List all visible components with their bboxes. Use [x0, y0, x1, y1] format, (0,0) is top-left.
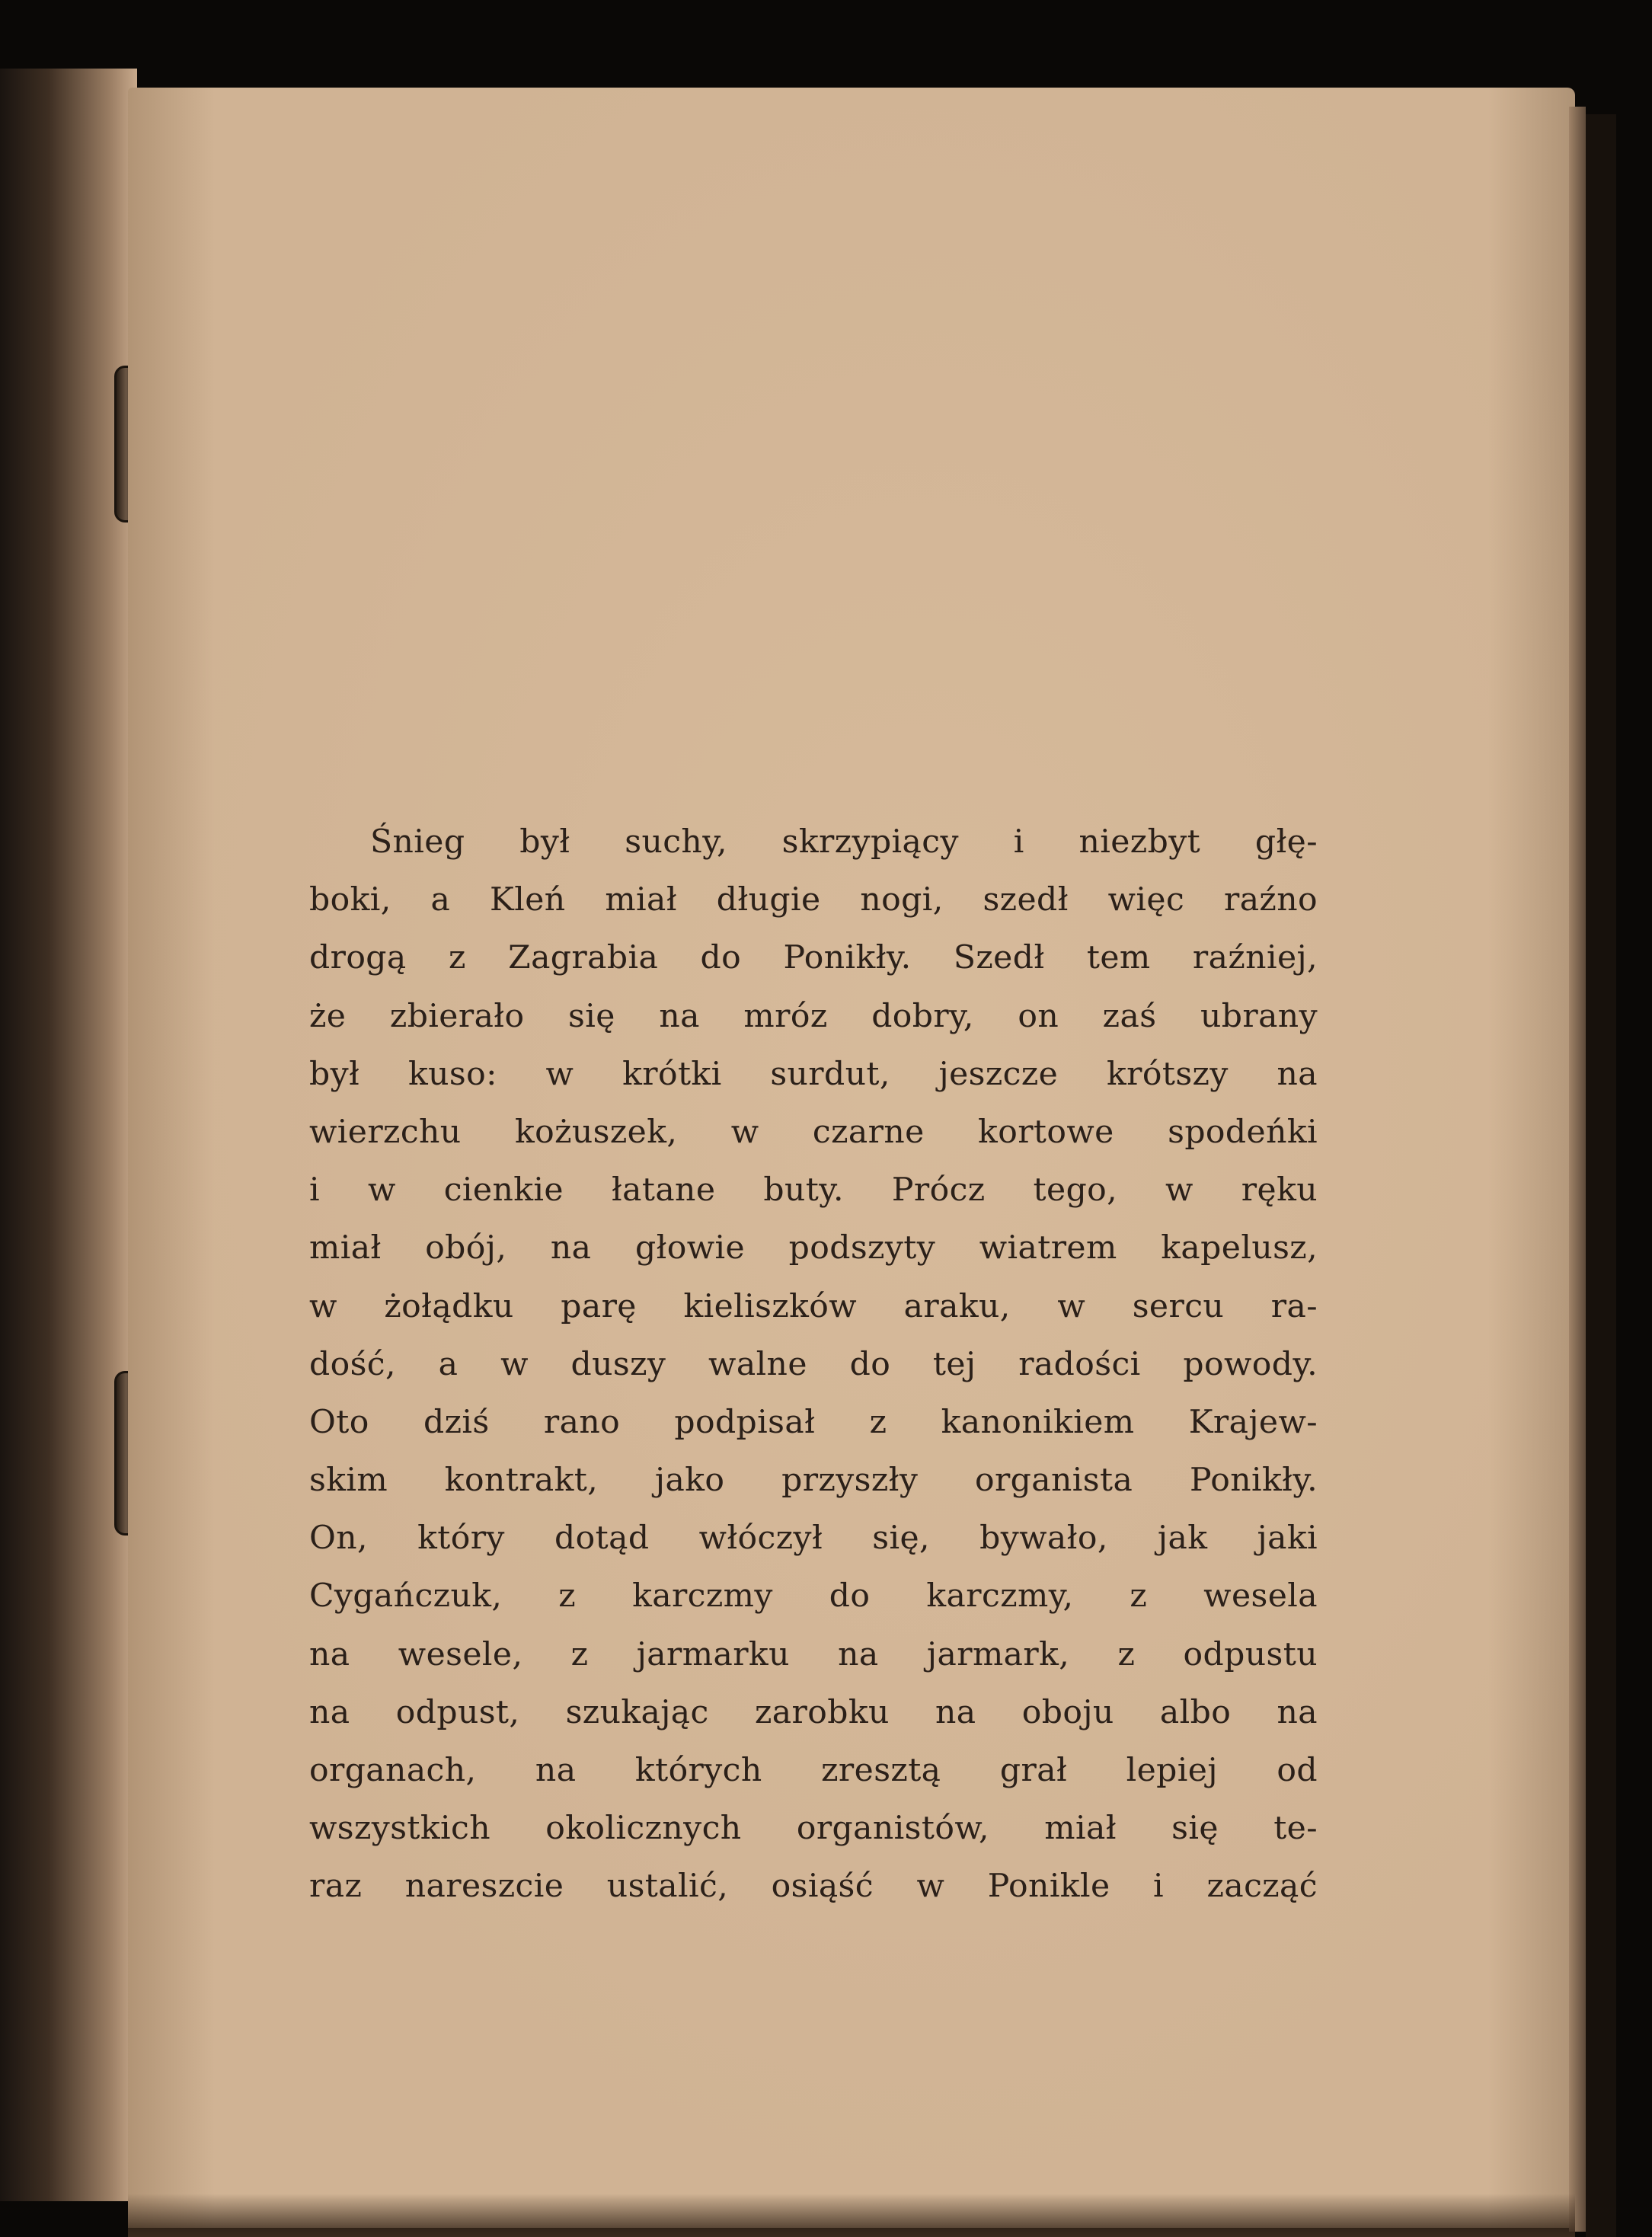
- text-line: wszystkich okolicznych organistów, miał się te-: [309, 1810, 1318, 1848]
- text-line: Oto dziś rano podpisał z kanonikiem Krajew-: [309, 1403, 1318, 1441]
- page-bottom-shadow: [128, 2194, 1575, 2237]
- text-line: był kuso: w krótki surdut, jeszcze krótszy na: [309, 1055, 1318, 1093]
- text-line: wierzchu kożuszek, w czarne kortowe spodeńki: [309, 1113, 1318, 1151]
- text-line: dość, a w duszy walne do tej radości powody.: [309, 1345, 1318, 1383]
- text-line: że zbierało się na mróz dobry, on zaś ubrany: [309, 997, 1318, 1035]
- text-line: Śnieg był suchy, skrzypiący i niezbyt głę-: [370, 823, 1318, 861]
- text-line: miał obój, na głowie podszyty wiatrem kapelusz,: [309, 1229, 1318, 1267]
- text-line: raz nareszcie ustalić, osiąść w Ponikle i zacząć: [309, 1868, 1318, 1906]
- text-line: On, który dotąd włóczył się, bywało, jak jaki: [309, 1520, 1318, 1558]
- text-line: boki, a Kleń miał długie nogi, szedł więc raźno: [309, 881, 1318, 919]
- text-line: na odpust, szukając zarobku na oboju albo na: [309, 1693, 1318, 1731]
- body-text: [309, 813, 1318, 1916]
- text-line: na wesele, z jarmarku na jarmark, z odpustu: [309, 1635, 1318, 1673]
- book-cover-edge: [1586, 114, 1616, 2237]
- text-line: Cygańczuk, z karczmy do karczmy, z wesela: [309, 1577, 1318, 1615]
- page-right-edge: [1569, 107, 1586, 2232]
- text-line: organach, na których zresztą grał lepiej od: [309, 1752, 1318, 1789]
- text-line: w żołądku parę kieliszków araku, w sercu ra-: [309, 1287, 1318, 1325]
- text-line: skim kontrakt, jako przyszły organista Ponikły.: [309, 1462, 1318, 1500]
- text-line: i w cienkie łatane buty. Prócz tego, w ręku: [309, 1171, 1318, 1210]
- text-line: drogą z Zagrabia do Ponikły. Szedł tem raźniej,: [309, 939, 1318, 977]
